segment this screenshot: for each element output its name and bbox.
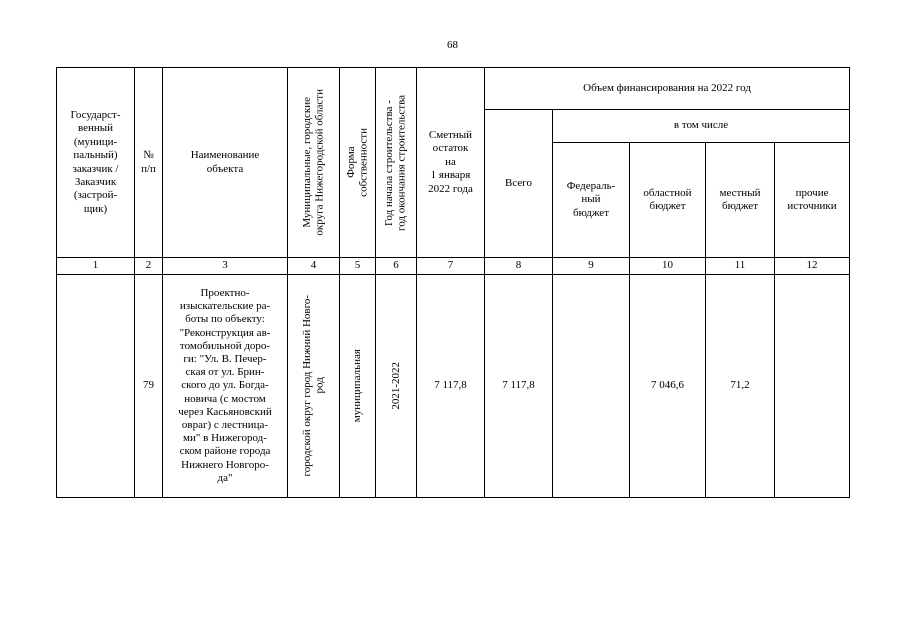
column-number: 12	[775, 258, 850, 275]
page-number: 68	[447, 39, 458, 51]
header-including: в том числе	[553, 110, 850, 143]
cell-construction-years: 2021-2022	[376, 275, 417, 498]
financing-table	[56, 67, 850, 498]
cell-other-sources	[775, 275, 850, 498]
column-number-row	[57, 258, 850, 275]
column-number: 11	[706, 258, 775, 275]
column-number: 10	[630, 258, 706, 275]
header-regional-budget: областной бюджет	[630, 143, 706, 258]
header-federal-budget: Федераль- ный бюджет	[553, 143, 630, 258]
column-number: 1	[57, 258, 135, 275]
column-number: 6	[376, 258, 417, 275]
header-ownership-form: Форма собственности	[340, 68, 376, 258]
column-number: 2	[135, 258, 163, 275]
column-number: 7	[417, 258, 485, 275]
cell-local-budget: 71,2	[706, 275, 775, 498]
column-number: 3	[163, 258, 288, 275]
cell-number: 79	[135, 275, 163, 498]
cell-federal-budget	[553, 275, 630, 498]
cell-regional-budget: 7 046,6	[630, 275, 706, 498]
table-row	[57, 275, 850, 498]
cell-ownership-form: муниципальная	[340, 275, 376, 498]
column-number: 8	[485, 258, 553, 275]
header-customer: Государст- венный (муници- пальный) заказчик / Заказчик (застрой- щик)	[57, 68, 135, 258]
cell-object-name: Проектно- изыскательские ра- боты по объекту: "Реконструкция ав- томобильной доро- ги: "Ул. В. Печер- ская от ул. Брин- ского до ул. Богда- новича (с мостом через Касьяновский овраг) с лестница- ми" в Нижегород- ском районе города Нижнего Новгоро- да"	[163, 275, 288, 498]
column-number: 5	[340, 258, 376, 275]
cell-estimated-balance: 7 117,8	[417, 275, 485, 498]
header-estimated-balance: Сметный остаток на 1 января 2022 года	[417, 68, 485, 258]
header-other-sources: прочие источники	[775, 143, 850, 258]
column-number: 9	[553, 258, 630, 275]
cell-municipality: городской округ город Нижний Новго- род	[288, 275, 340, 498]
header-object-name: Наименование объекта	[163, 68, 288, 258]
header-number: № п/п	[135, 68, 163, 258]
cell-customer	[57, 275, 135, 498]
header-local-budget: местный бюджет	[706, 143, 775, 258]
header-municipality: Муниципальные, городские округа Нижегородской области	[288, 68, 340, 258]
column-number: 4	[288, 258, 340, 275]
header-financing-volume: Объем финансирования на 2022 год	[485, 68, 850, 110]
cell-total: 7 117,8	[485, 275, 553, 498]
header-total: Всего	[485, 110, 553, 258]
header-construction-years: Год начала строительства - год окончания строительства	[376, 68, 417, 258]
